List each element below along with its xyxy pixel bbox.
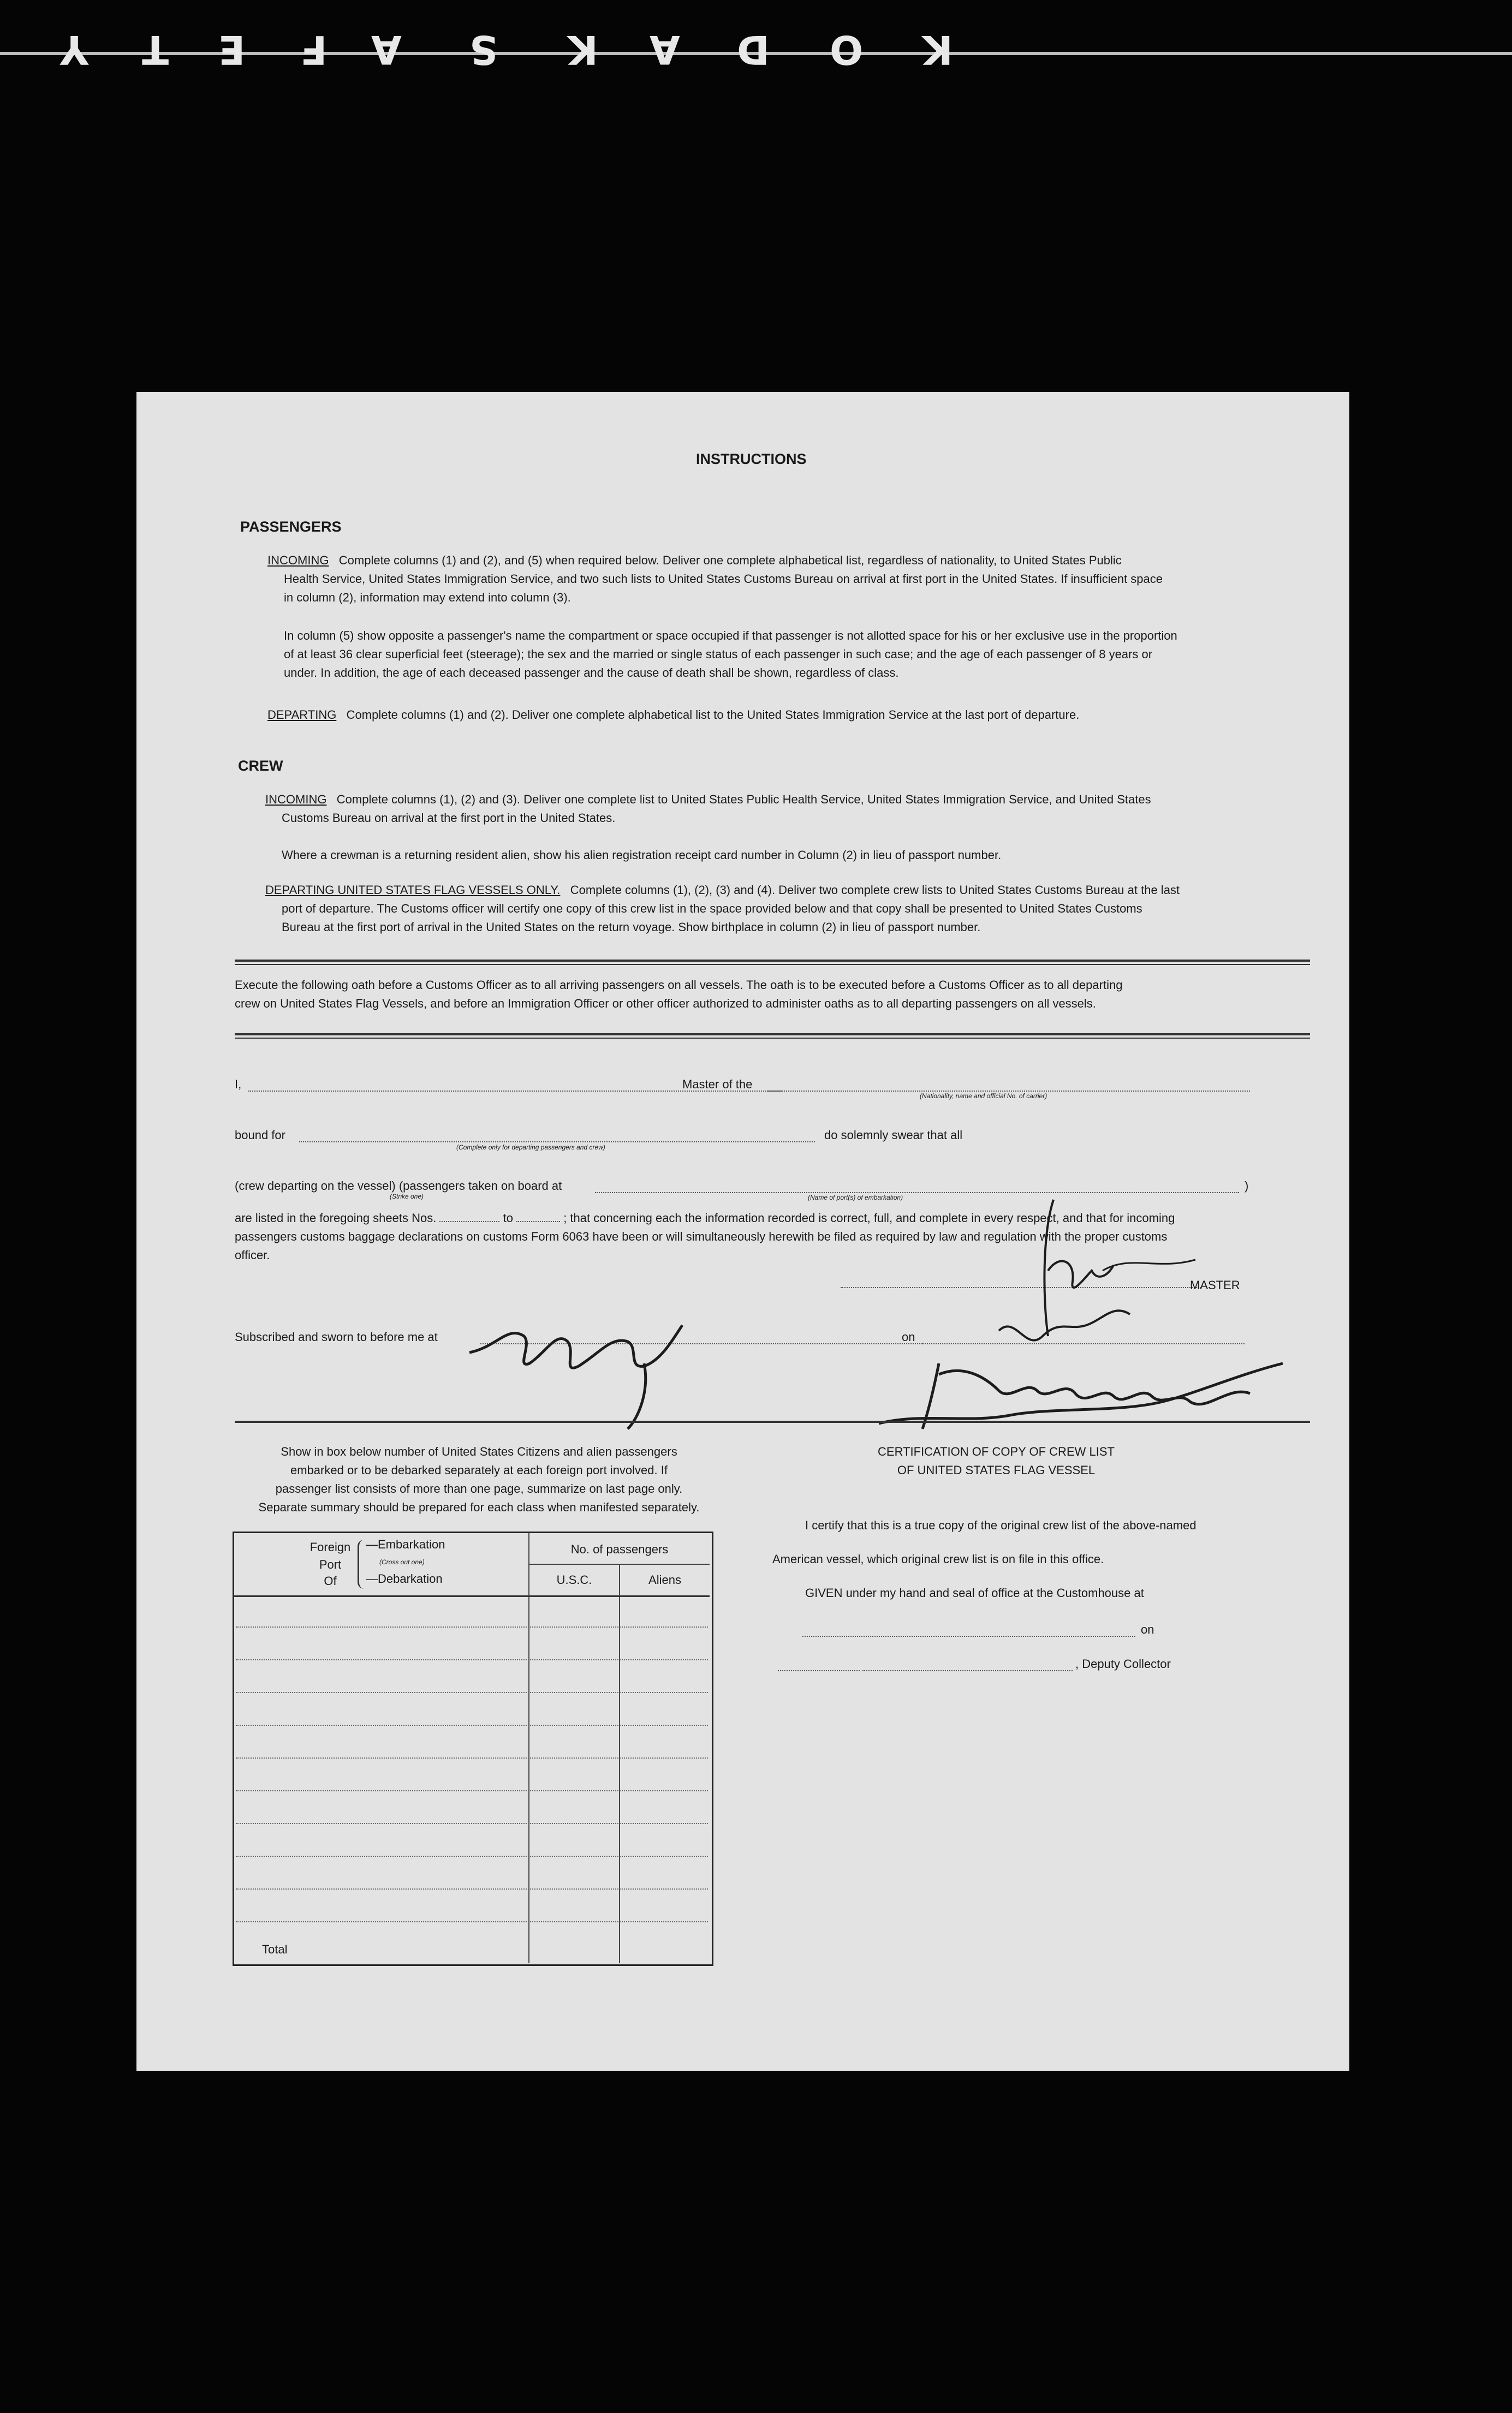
cert-on-label: on [1141, 1623, 1154, 1636]
film-letter: F [300, 27, 328, 73]
master-of-label: Master of the [682, 1077, 753, 1091]
port-note: (Name of port(s) of embarkation) [808, 1194, 903, 1201]
flag-text-1: Complete columns (1), (2), (3) and (4). Deliver two complete crew lists to United States Customs Bureau at the last [570, 883, 1180, 897]
given-text: GIVEN under my hand and seal of office at the Customhouse at [805, 1586, 1144, 1600]
summary-row-line[interactable] [236, 1692, 708, 1693]
summary-row-line[interactable] [236, 1659, 708, 1660]
crew-incoming-label: INCOMING [265, 793, 327, 806]
show-text-1: Show in box below number of United States Citizens and alien passengers [281, 1445, 677, 1458]
flag-text-2: port of departure. The Customs officer will certify one copy of this crew list in the space provided below and that copy shall be presented to United States Customs [282, 902, 1142, 915]
flag-text-3: Bureau at the first port of arrival in the United States on the return voyage. Show birthplace in column (2) in lieu of passport number. [282, 920, 981, 934]
incoming-label: INCOMING [267, 553, 329, 567]
total-label: Total [262, 1943, 288, 1956]
header-bottom-rule [234, 1595, 710, 1597]
crew-incoming-block [265, 790, 1308, 827]
crew-incoming-text-2: Customs Bureau on arrival at the first port in the United States. [282, 811, 616, 825]
listed-text-1b: ; that concerning each the information recorded is correct, full, and complete in every respect, and that for incoming [563, 1211, 1175, 1225]
nationality-note: (Nationality, name and official No. of carrier) [920, 1092, 1047, 1100]
subscribed-text: Subscribed and sworn to before me at [235, 1330, 438, 1344]
cross-out-note: (Cross out one) [379, 1558, 425, 1566]
customhouse-field-line[interactable] [802, 1636, 1135, 1637]
column5-block [284, 627, 1310, 682]
show-text-3: passenger list consists of more than one page, summarize on last page only. [275, 1482, 683, 1496]
deputy-collector-line[interactable] [862, 1670, 1073, 1671]
bound-for-label: bound for [235, 1128, 285, 1142]
summary-row-line[interactable] [236, 1823, 708, 1824]
film-letter: A [371, 27, 402, 73]
summary-row-line[interactable] [236, 1921, 708, 1922]
listed-text-3: officer. [235, 1248, 270, 1262]
departing-label: DEPARTING [267, 708, 337, 722]
strike-one-note: (Strike one) [390, 1193, 424, 1200]
crew-heading: CREW [238, 758, 283, 774]
incoming-text-3: in column (2), information may extend into column (3). [284, 591, 571, 604]
handwritten-signature-master [966, 1189, 1272, 1353]
divider-rule [235, 1033, 1310, 1035]
foreign-label: Foreign [309, 1540, 351, 1554]
cert-seal-line[interactable] [778, 1670, 860, 1671]
crew-incoming-text-1: Complete columns (1), (2) and (3). Deliver one complete list to United States Public Health Service, United States Immigration Service, and United States [336, 793, 1151, 806]
show-text-2: embarked or to be debarked separately at each foreign port involved. If [290, 1463, 668, 1477]
port-label: Port [319, 1558, 342, 1571]
summary-row-line[interactable] [236, 1626, 708, 1628]
flag-vessels-block [265, 881, 1308, 937]
film-letter: S [469, 27, 498, 73]
embarkation-label: —Embarkation [366, 1538, 445, 1551]
sheet-to-field[interactable] [516, 1221, 560, 1222]
carrier-field-line[interactable] [767, 1091, 1250, 1092]
show-text-4: Separate summary should be prepared for each class when manifested separately. [258, 1500, 700, 1514]
bound-for-field-line[interactable] [299, 1141, 815, 1142]
summary-row-line[interactable] [236, 1856, 708, 1857]
film-letter: K [922, 27, 953, 73]
aliens-header: Aliens [648, 1573, 681, 1587]
close-paren: ) [1245, 1179, 1249, 1193]
document-page [136, 392, 1349, 2071]
divider-rule [235, 960, 1310, 962]
summary-row-line[interactable] [236, 1888, 708, 1890]
execute-text-1: Execute the following oath before a Customs Officer as to all arriving passengers on all vessels. The oath is to be executed before a Customs Officer as to all departing [235, 978, 1123, 992]
header-divider [529, 1564, 710, 1565]
instructions-title: INSTRUCTIONS [696, 451, 807, 467]
film-letter: T [142, 27, 169, 73]
film-letter: D [737, 27, 770, 73]
departing-block [267, 706, 1305, 724]
certify-text-2: American vessel, which original crew list is on file in this office. [772, 1552, 1104, 1566]
sheet-from-field[interactable] [439, 1221, 499, 1222]
listed-to: to [503, 1211, 513, 1225]
certification-title-1: CERTIFICATION OF COPY OF CREW LIST [878, 1445, 1115, 1458]
handwritten-initials [464, 1292, 737, 1434]
no-passengers-header: No. of passengers [570, 1542, 669, 1556]
divider-rule [235, 964, 1310, 965]
debarkation-label: —Debarkation [366, 1572, 443, 1586]
swear-text: do solemnly swear that all [824, 1128, 963, 1142]
certification-title [819, 1443, 1174, 1480]
divider-rule [235, 1038, 1310, 1039]
deputy-collector-label: , Deputy Collector [1075, 1657, 1171, 1671]
master-label: MASTER [1190, 1278, 1240, 1292]
listed-text-2: passengers customs baggage declarations on customs Form 6063 have been or will simultaneously herewith be filed as required by law and regulation with the proper customs [235, 1230, 1168, 1243]
departing-text: Complete columns (1) and (2). Deliver one complete alphabetical list to the United States Immigration Service at the last port of departure. [346, 708, 1080, 722]
column-divider [619, 1564, 620, 1963]
summary-row-line[interactable] [236, 1725, 708, 1726]
col5-text-3: under. In addition, the age of each deceased passenger and the cause of death shall be shown, regardless of class. [284, 666, 899, 680]
of-label: Of [324, 1574, 337, 1588]
departing-note: (Complete only for departing passengers and crew) [456, 1143, 605, 1151]
listed-text-1a: are listed in the foregoing sheets Nos. [235, 1211, 437, 1225]
summary-instructions [235, 1443, 723, 1517]
film-letter: K [568, 27, 598, 73]
film-letter: O [830, 27, 864, 73]
film-letter: Y [60, 27, 89, 73]
certification-title-2: OF UNITED STATES FLAG VESSEL [897, 1463, 1096, 1477]
col5-text-1: In column (5) show opposite a passenger's name the compartment or space occupied if that passenger is not allotted space for his or her exclusive use in the proportion [284, 629, 1177, 642]
incoming-text-2: Health Service, United States Immigration Service, and two such lists to United States Customs Bureau on arrival at first port in the United States. If insufficient space [284, 572, 1163, 586]
execute-oath-block [235, 976, 1310, 1013]
crew-departing-text: (crew departing on the vessel) (passengers taken on board at [235, 1179, 562, 1193]
usc-header: U.S.C. [556, 1573, 592, 1587]
passengers-incoming-block [267, 551, 1305, 607]
certify-text-1: I certify that this is a true copy of the original crew list of the above-named [805, 1518, 1196, 1532]
col5-text-2: of at least 36 clear superficial feet (steerage); the sex and the married or single status of each passenger in such case; and the age of each passenger of 8 years or [284, 647, 1153, 661]
column-divider [528, 1533, 529, 1963]
summary-row-line[interactable] [236, 1790, 708, 1791]
film-letter: E [218, 27, 246, 73]
divider-rule [235, 1421, 1310, 1423]
on-label: on [902, 1330, 915, 1344]
crewman-text: Where a crewman is a returning resident alien, show his alien registration receipt card number in Column (2) in lieu of passport number. [282, 848, 1002, 862]
flag-label: DEPARTING UNITED STATES FLAG VESSELS ONLY. [265, 883, 561, 897]
execute-text-2: crew on United States Flag Vessels, and before an Immigration Officer or other officer authorized to administer oaths as to all departing passengers on all vessels. [235, 997, 1096, 1010]
passengers-heading: PASSENGERS [240, 519, 342, 535]
summary-row-line[interactable] [236, 1757, 708, 1759]
film-letter: A [650, 27, 680, 73]
handwritten-signature-officer [857, 1342, 1294, 1440]
film-strip [0, 0, 1512, 82]
i-label: I, [235, 1077, 242, 1091]
incoming-text-1: Complete columns (1) and (2), and (5) when required below. Deliver one complete alphabetical list, regardless of nationality, to United States Public [338, 553, 1122, 567]
